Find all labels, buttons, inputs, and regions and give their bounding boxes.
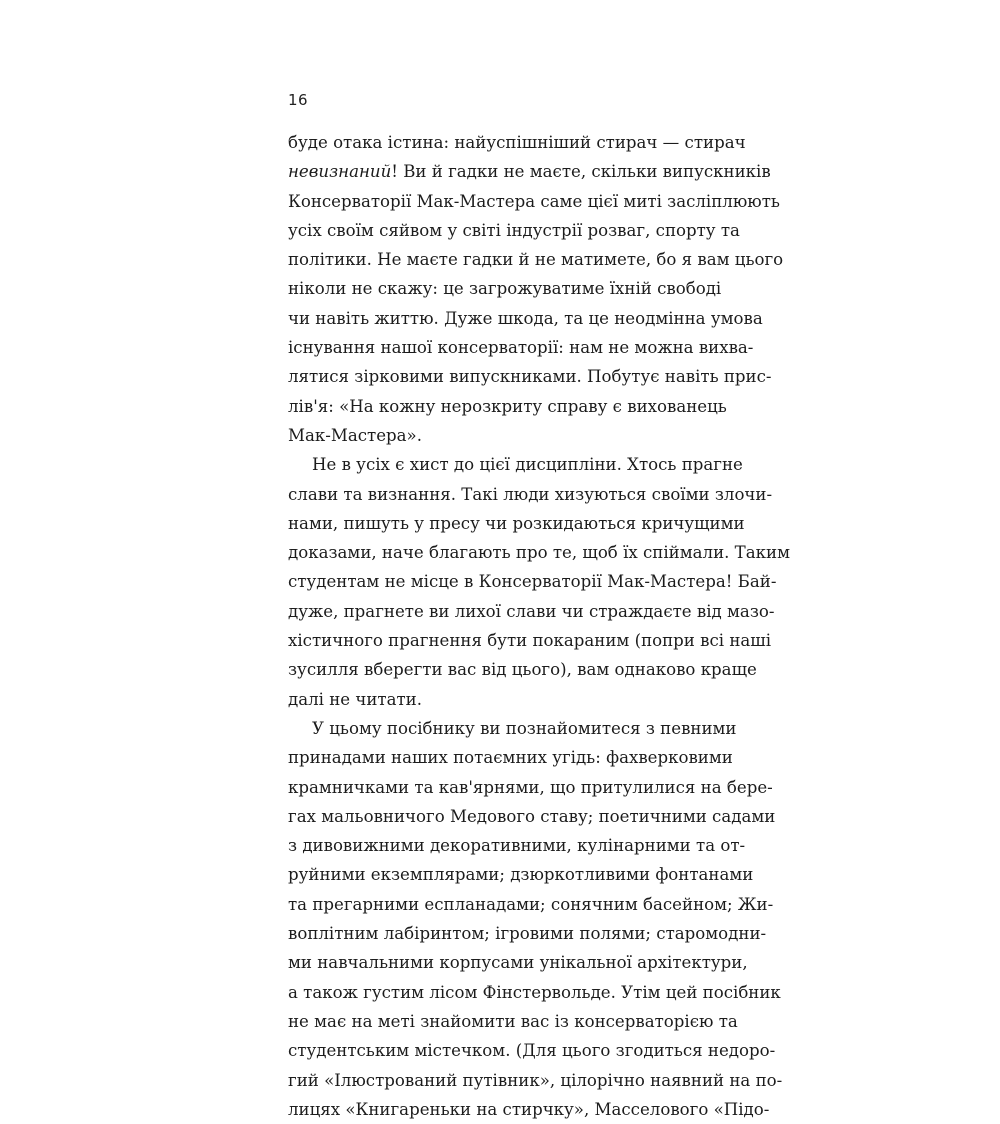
text-segment: буде отака істина: найуспішніший стирач — стирач — [288, 133, 746, 152]
text-segment: крамничками та кав'ярнями, що притулилися на бере- — [288, 777, 773, 797]
text-line — [288, 509, 745, 538]
page-number: 16 — [288, 91, 309, 109]
text-segment: нами, пишуть у пресу чи розкидаються кричущими — [288, 513, 745, 533]
text-line — [288, 128, 746, 157]
text-line — [288, 421, 712, 450]
text-segment: не має на меті знайомити вас із консерваторією та — [288, 1011, 738, 1031]
text-segment: з дивовижними декоративними, кулінарними та от- — [288, 836, 746, 856]
text-segment: лицях «Книгареньки на стирчку», Масселового «Підо- — [288, 1099, 770, 1119]
text-segment: Консерваторії Мак-Мастера саме цієї миті засліплюють — [288, 191, 780, 211]
text-segment: гий «Ілюстрований путівник», цілорічно наявний на по- — [288, 1070, 783, 1090]
text-segment: руйними екземплярами; дзюркотливими фонтанами — [288, 865, 754, 885]
text-segment: лятися зірковими випускниками. Побутує навіть прис- — [288, 367, 772, 387]
text-line — [288, 831, 746, 860]
text-line — [288, 919, 767, 948]
text-line — [288, 948, 748, 977]
text-segment: студентським містечком. (Для цього згодиться недоро- — [288, 1041, 776, 1061]
text-line — [288, 157, 771, 186]
text-segment: студентам не місце в Консерваторії Мак-Мастера! Бай- — [288, 572, 777, 592]
text-line — [288, 714, 737, 743]
text-segment: У цьому посібнику ви познайомитеся з певними — [312, 718, 737, 738]
text-line — [288, 773, 773, 802]
text-segment: усіх своїм сяйвом у світі індустрії розваг, спорту та — [288, 220, 740, 240]
text-segment: лів'я: «На кожну нерозкриту справу є вихованець — [288, 396, 727, 416]
text-segment: хістичного прагнення бути покараним (попри всі наші — [288, 631, 772, 651]
text-line — [288, 333, 754, 362]
text-segment: а також густим лісом Фінстервольде. Утім цей посібник — [288, 982, 781, 1002]
text-line — [288, 216, 740, 245]
text-segment: гах мальовничого Медового ставу; поетичними садами — [288, 806, 776, 826]
text-segment: доказами, наче благають про те, щоб їх спіймали. Таким — [288, 543, 790, 563]
text-line — [288, 1036, 776, 1065]
text-segment: далі не читати. — [288, 689, 423, 709]
emphasized-text: невизнаний — [288, 162, 392, 182]
text-line — [288, 802, 776, 831]
text-line — [288, 480, 773, 509]
text-segment: воплітним лабіринтом; ігровими полями; старомодни- — [288, 924, 767, 944]
text-segment: політики. Не маєте гадки й не матимете, бо я вам цього — [288, 250, 784, 270]
text-segment: та прегарними еспланадами; сонячним басейном; Жи- — [288, 894, 774, 914]
body-text — [288, 128, 790, 1124]
text-segment: Мак-Мастера». — [288, 425, 422, 445]
text-line — [288, 1066, 783, 1095]
text-line — [288, 978, 781, 1007]
text-line — [288, 597, 775, 626]
text-line — [288, 362, 772, 391]
text-line — [288, 626, 772, 655]
text-line — [288, 1007, 738, 1036]
text-line — [288, 685, 712, 714]
text-line — [288, 274, 722, 303]
text-line — [288, 538, 790, 567]
text-line — [288, 450, 743, 479]
text-segment: зусилля вберегти вас від цього), вам однаково краще — [288, 660, 757, 680]
text-line — [288, 655, 757, 684]
text-line — [288, 890, 774, 919]
text-segment: ніколи не скажу: це загрожуватиме їхній свободі — [288, 279, 722, 299]
text-segment: дуже, прагнете ви лихої слави чи страждаєте від мазо- — [288, 601, 775, 621]
text-segment: ми навчальними корпусами унікальної архітектури, — [288, 953, 748, 973]
text-segment: слави та визнання. Такі люди хизуються своїми злочи- — [288, 484, 773, 504]
text-line — [288, 860, 754, 889]
text-segment: чи навіть життю. Дуже шкода, та це неодмінна умова — [288, 308, 763, 328]
text-line — [288, 392, 727, 421]
text-line — [288, 187, 780, 216]
text-line — [288, 567, 777, 596]
text-line — [288, 245, 784, 274]
text-segment: Не в усіх є хист до цієї дисципліни. Хтось прагне — [312, 455, 743, 475]
text-line — [288, 743, 733, 772]
text-line — [288, 304, 763, 333]
text-segment: принадами наших потаємних угідь: фахверковими — [288, 748, 733, 768]
text-segment: ! Ви й гадки не маєте, скільки випускників — [391, 162, 771, 182]
text-segment: існування нашої консерваторії: нам не можна вихва- — [288, 338, 754, 358]
text-line — [288, 1095, 770, 1124]
